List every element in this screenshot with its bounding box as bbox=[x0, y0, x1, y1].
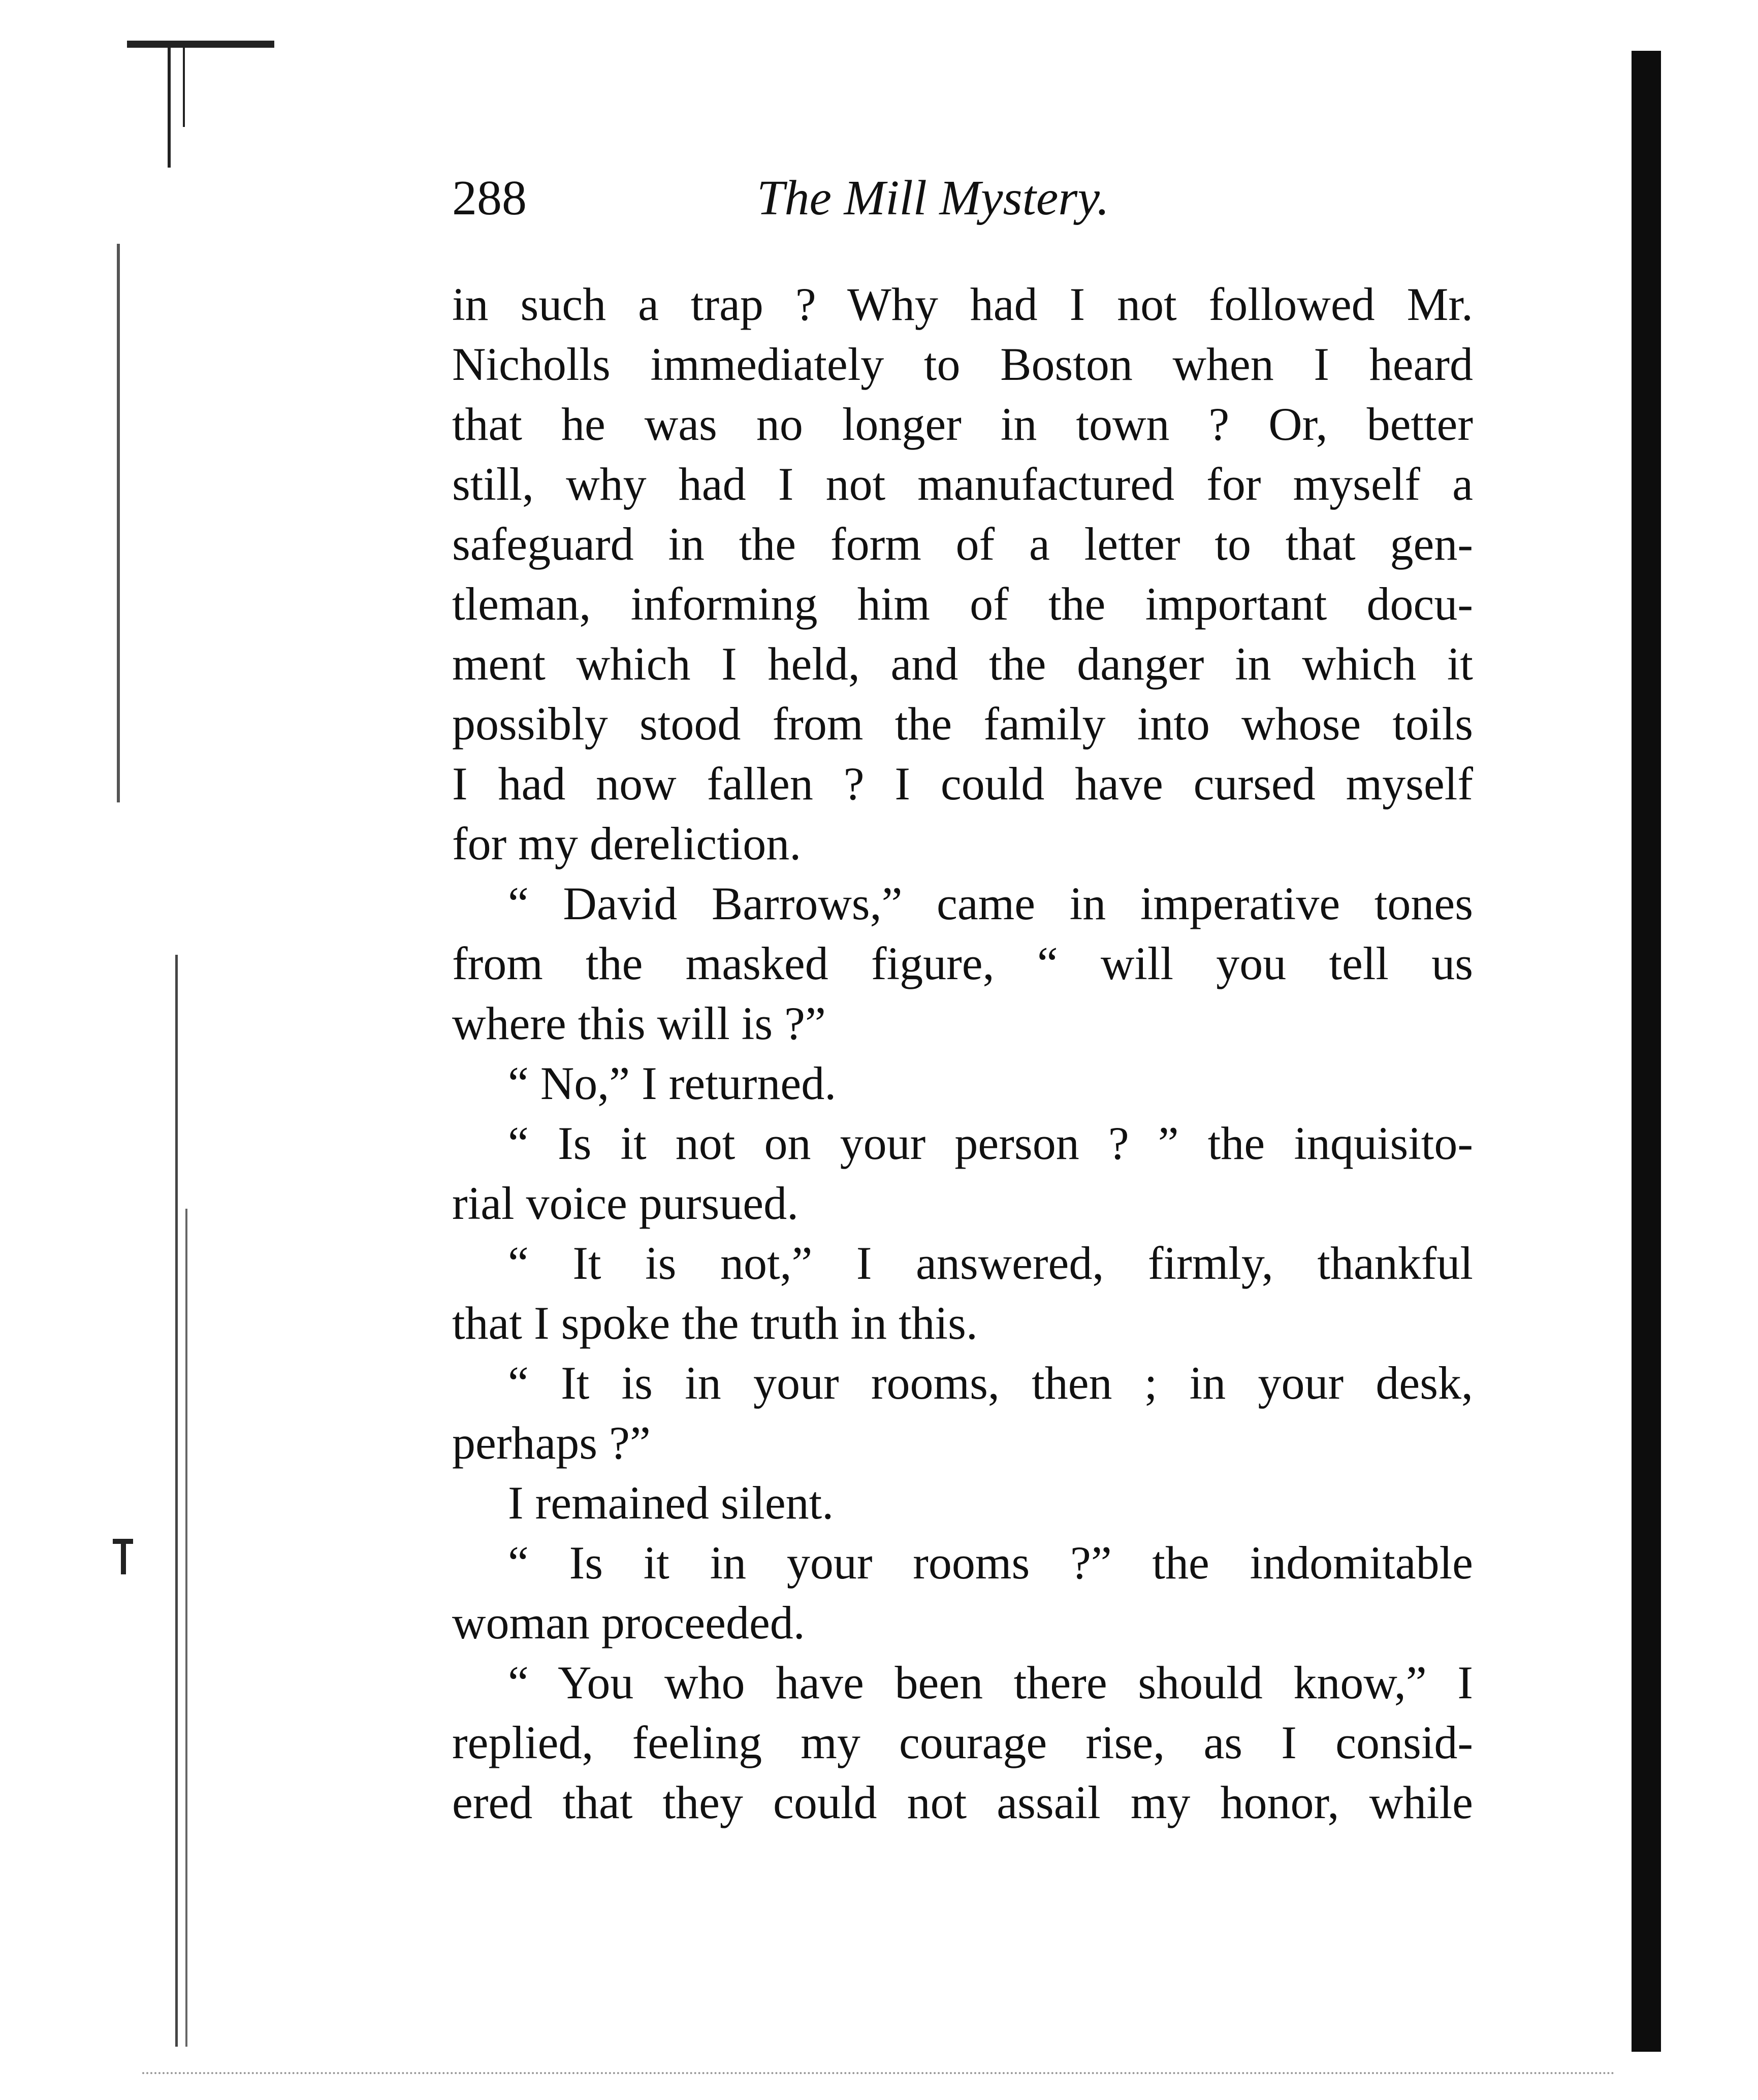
scan-edge-bar bbox=[1632, 51, 1661, 2052]
text-line: possibly stood from the family into whose toils bbox=[452, 698, 1473, 750]
text-line: ment which I held, and the danger in which it bbox=[452, 638, 1473, 690]
running-header bbox=[452, 168, 1163, 229]
text-line: woman proceeded. bbox=[452, 1597, 805, 1649]
text-line: “ David Barrows,” came in imperative tones bbox=[508, 878, 1473, 929]
text-line: rial voice pursued. bbox=[452, 1177, 799, 1229]
text-line: still, why had I not manufactured for myself a bbox=[452, 458, 1473, 510]
text-line: I remained silent. bbox=[508, 1477, 834, 1529]
text-line: “ Is it not on your person ? ” the inquisito- bbox=[508, 1117, 1473, 1169]
text-line: that I spoke the truth in this. bbox=[452, 1297, 978, 1349]
text-line: in such a trap ? Why had I not followed Mr. bbox=[452, 278, 1473, 330]
text-line: I had now fallen ? I could have cursed myself bbox=[452, 758, 1473, 810]
text-line: replied, feeling my courage rise, as I consid- bbox=[452, 1717, 1473, 1768]
text-line: “ It is in your rooms, then ; in your desk, bbox=[508, 1357, 1473, 1409]
book-title: The Mill Mystery. bbox=[757, 171, 1110, 225]
text-line: Nicholls immediately to Boston when I heard bbox=[452, 338, 1473, 390]
text-line: “ Is it in your rooms ?” the indomitable bbox=[508, 1537, 1473, 1589]
text-line: where this will is ?” bbox=[452, 997, 826, 1049]
text-line: from the masked figure, “ will you tell us bbox=[452, 938, 1473, 989]
binding-edge bbox=[127, 41, 223, 2052]
body-text bbox=[452, 274, 1473, 1832]
text-line: ered that they could not assail my honor, while bbox=[452, 1776, 1473, 1828]
text-line: perhaps ?” bbox=[452, 1417, 651, 1469]
text-line: that he was no longer in town ? Or, better bbox=[452, 398, 1473, 450]
text-line: safeguard in the form of a letter to that gen- bbox=[452, 518, 1473, 570]
text-line: for my dereliction. bbox=[452, 818, 802, 869]
text-line: tleman, informing him of the important docu- bbox=[452, 578, 1473, 630]
text-line: “ You who have been there should know,” I bbox=[508, 1657, 1473, 1708]
text-line: “ No,” I returned. bbox=[508, 1057, 837, 1109]
page-number: 288 bbox=[452, 171, 527, 225]
scan-bottom-edge bbox=[142, 2072, 1615, 2077]
text-line: “ It is not,” I answered, firmly, thankful bbox=[508, 1237, 1473, 1289]
